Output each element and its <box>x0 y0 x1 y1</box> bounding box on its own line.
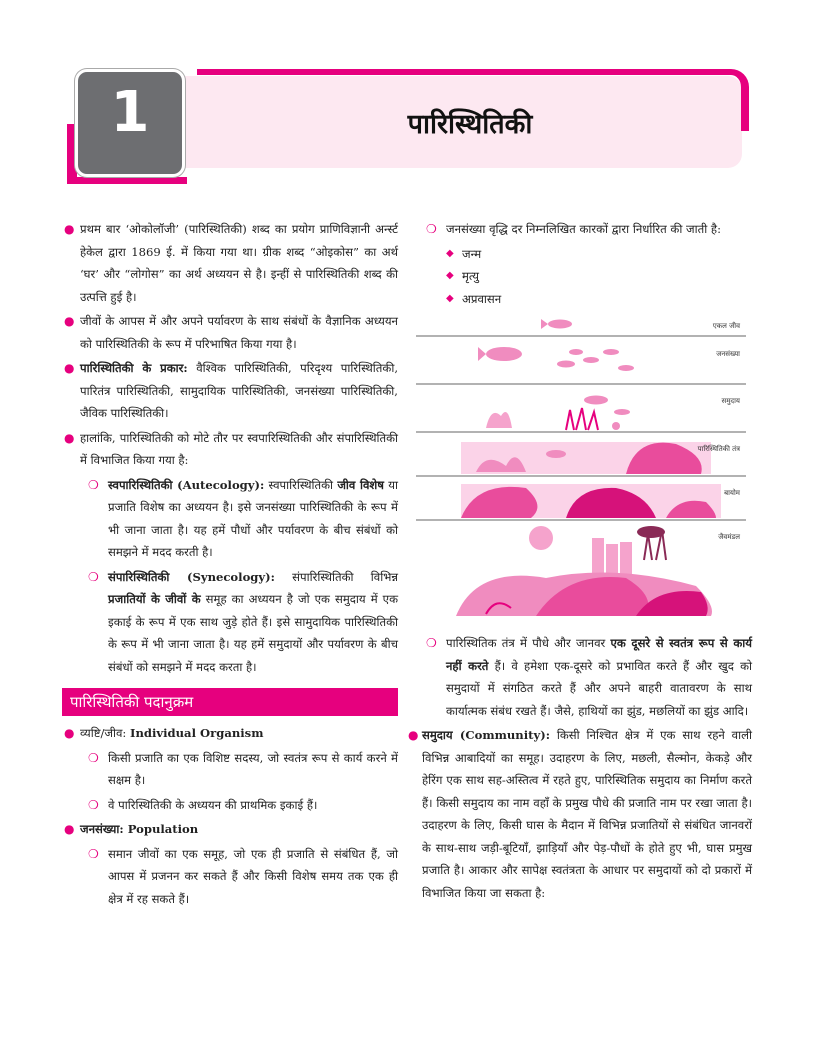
ring-bullet-icon: ❍ <box>88 797 99 812</box>
right-column <box>408 218 752 906</box>
term-heading: स्वपारिस्थितिकी (Autecology): <box>108 477 265 492</box>
list-item <box>62 218 398 308</box>
sub-item: ❍ वे पारिस्थितिकी के अध्ययन की प्राथमिक इकाई हैं। <box>62 794 398 817</box>
term-heading: संपारिस्थितिकी (Synecology): <box>108 569 275 584</box>
bullet-icon: ● <box>64 361 75 375</box>
left-column <box>62 218 398 912</box>
sub-item: ❍ समान जीवों का एक समूह, जो एक ही प्रजाति से संबंधित हैं, जो आपस में प्रजनन कर सकते हैं और किसी विशेष समय तक एक ही क्षेत्र में रह सकते हैं। <box>62 843 398 911</box>
section-heading: पारिस्थितिकी पदानुक्रम <box>62 688 398 716</box>
figure-label: समुदाय <box>721 397 740 405</box>
list-item <box>62 427 398 472</box>
list-item: ● जनसंख्या: Population <box>62 818 398 841</box>
chapter-title: पारिस्थितिकी <box>407 109 533 140</box>
bullet-icon: ● <box>64 314 75 328</box>
term-heading: समुदाय (Community): <box>422 728 550 742</box>
chapter-number: 1 <box>110 80 150 145</box>
sub-item: ❍ पारिस्थितिक तंत्र में पौधे और जानवर एक दूसरे से स्वतंत्र रूप से कार्य नहीं करते हैं। वे हमेशा एक-दूसरे को प्रभावित करते हैं और खुद को समुदायों में संगठित करते हैं और अपने बाहरी वातावरण के साथ कार्यात्मक संबंध रखते हैं। जैसे, हाथियों का झुंड, मछलियों का झुंड आदि। <box>416 632 752 722</box>
factor-item: ◆ जन्म <box>416 243 752 266</box>
bullet-icon: ● <box>408 728 419 742</box>
list-item <box>62 357 398 425</box>
bullet-icon: ● <box>64 430 75 445</box>
diamond-bullet-icon: ◆ <box>446 292 454 304</box>
paragraph: प्रथम बार ‘ओकोलॉजी’ (पारिस्थितिकी) शब्द का प्रयोग प्राणिविज्ञानी अर्न्स्ट हेकेल द्वारा 1869 ई. में किया गया था। ग्रीक शब्द “ओइकोस” का अर्थ ‘घर’ और “लोगोस” का अर्थ अध्ययन से है। इन्हीं से पारिस्थितिकी शब्द की उत्पत्ति हुई है। <box>80 222 398 304</box>
list-item <box>62 310 398 355</box>
figure-label: बायोम <box>724 489 740 497</box>
hierarchy-illustration <box>416 316 746 622</box>
ring-bullet-icon: ❍ <box>88 750 99 765</box>
bullet-icon: ● <box>64 822 75 836</box>
figure-label: जैवमंडल <box>718 533 740 541</box>
ring-bullet-icon: ❍ <box>88 569 99 584</box>
bullet-icon: ● <box>64 222 75 236</box>
ring-bullet-icon: ❍ <box>88 846 99 861</box>
ring-bullet-icon: ❍ <box>88 477 99 492</box>
list-item: ● समुदाय (Community): किसी निश्चित क्षेत्र में एक साथ रहने वाली विभिन्न आबादियों का समूह। उदाहरण के लिए, मछली, सैल्मोन, केकड़े और हेरिंग एक साथ सह-अस्तित्व में रहते हुए, पारिस्थितिक समुदाय का निर्माण करते हैं। किसी समुदाय का नाम वहाँ के प्रमुख पौधे की प्रजाति नाम पर रखा जाता है। उदाहरण के लिए, किसी घास के मैदान में विभिन्न प्रजातियों से संबंधित जानवरों के साथ-साथ जड़ी-बूटियाँ, झाड़ियाँ और पेड़-पौधों के होते हुए भी, घास प्रमुख प्रजाति है। आकार और सापेक्ष स्वतंत्रता के आधार पर समुदायों को दो प्रकारों में विभाजित किया जा सकता है: <box>408 724 752 904</box>
paragraph: वैश्विक पारिस्थितिकी, परिदृश्य पारिस्थितिकी, पारितंत्र पारिस्थितिकी, सामुदायिक पारिस्थितिकी, जनसंख्या पारिस्थितिकी, जैविक पारिस्थितिकी। <box>80 361 399 420</box>
diamond-bullet-icon: ◆ <box>446 270 454 281</box>
paragraph: जीवों के आपस में और अपने पर्यावरण के साथ संबंधों के वैज्ञानिक अध्ययन को पारिस्थितिकी के रूप में परिभाषित किया गया है। <box>80 314 398 351</box>
sub-item: ❍ किसी प्रजाति का एक विशिष्ट सदस्य, जो स्वतंत्र रूप से कार्य करने में सक्षम है। <box>62 747 398 792</box>
term-heading: पारिस्थितिकी के प्रकार: <box>80 361 188 375</box>
bullet-icon: ● <box>64 726 75 740</box>
sub-item: ❍ स्वपारिस्थितिकी (Autecology): स्वपारिस्थितिकी जीव विशेष या प्रजाति विशेष का अध्ययन है। इसे जनसंख्या पारिस्थितिकी के रूप में भी जाना जाता है। यह हमें पौधों और पर्यावरण के बीच संबंधों को समझने में मदद करती है। <box>62 474 398 564</box>
factor-item: ◆ मृत्यु <box>416 265 752 288</box>
figure-label: एकल जीव <box>712 322 740 330</box>
figure-label: जनसंख्या <box>716 350 740 358</box>
chapter-number-box <box>75 69 185 177</box>
ring-bullet-icon: ❍ <box>426 636 437 650</box>
paragraph: जनसंख्या वृद्धि दर निम्नलिखित कारकों द्वारा निर्धारित की जाती है: <box>446 222 721 236</box>
sub-item <box>416 218 752 241</box>
paragraph: हालांकि, पारिस्थितिकी को मोटे तौर पर स्वपारिस्थितिकी और संपारिस्थितिकी में विभाजित किया गया है: <box>80 430 398 467</box>
figure-label: पारिस्थितिकी तंत्र <box>697 445 740 453</box>
diamond-bullet-icon: ◆ <box>446 247 454 259</box>
factor-item: ◆ अप्रवासन <box>416 288 752 311</box>
list-item: ● व्यष्टि/जीव: Individual Organism <box>62 722 398 745</box>
sub-item: ❍ संपारिस्थितिकी (Synecology): संपारिस्थितिकी विभिन्न प्रजातियों के जीवों के समूह का अध्ययन है जो एक समुदाय में एक इकाई के रूप में एक साथ जुड़े होते हैं। इसे सामुदायिक पारिस्थितिकी के रूप में भी जाना जाता है। यह हमें समुदायों और पर्यावरण के बीच संबंधों को समझने में मदद करता है। <box>62 566 398 679</box>
ring-bullet-icon: ❍ <box>426 222 437 236</box>
hierarchy-figure <box>416 316 746 622</box>
